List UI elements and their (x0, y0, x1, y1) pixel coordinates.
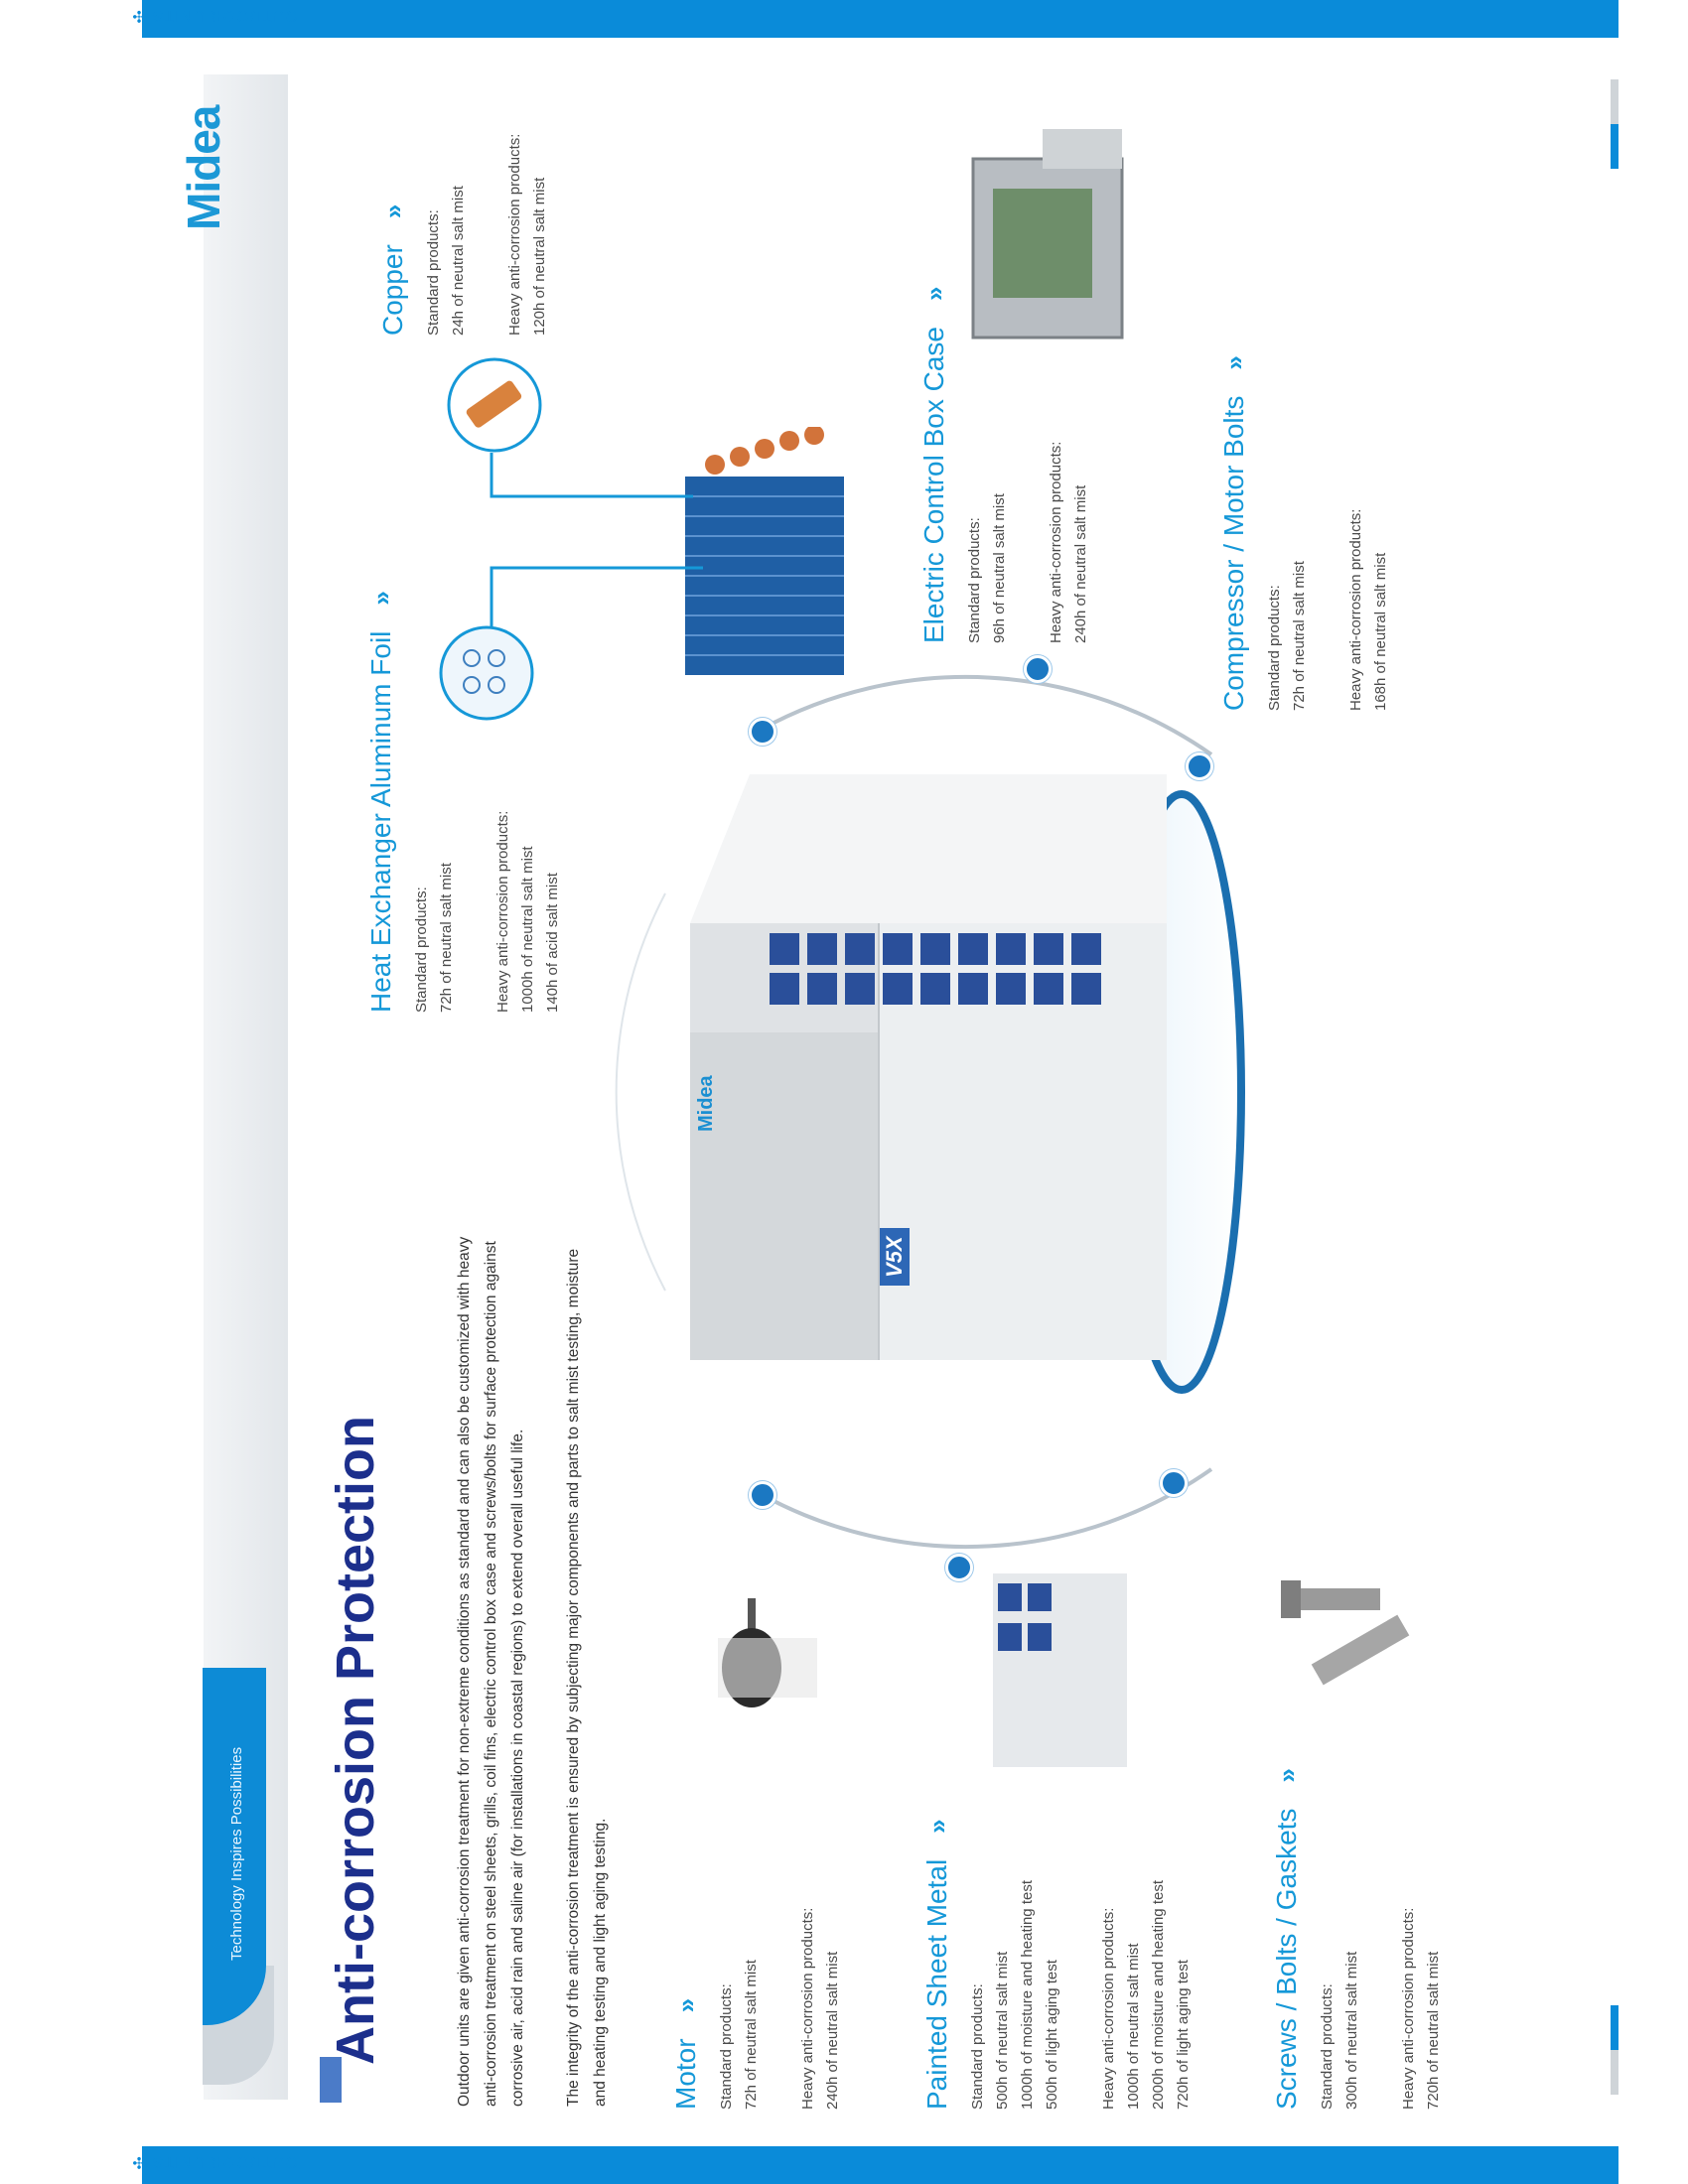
chevron-icon: » (671, 1997, 701, 2013)
section-title: Motor» (670, 1997, 701, 2110)
edge-mark-blue (1611, 124, 1618, 169)
unit-logo: Midea (695, 1075, 717, 1132)
section-copper: Copper» Standard products: 24h of neutral salt mist Heavy anti-corrosion products: 120h of neutral salt mist (377, 133, 548, 336)
intro-paragraph: The integrity of the anti-corrosion treatment is ensured by subjecting major components and parts to salt mist testing, moisture and heating testing and light aging testing. (565, 1248, 609, 2107)
copper-callout (437, 357, 705, 516)
section-motor: Motor» Standard products: 72h of neutral salt mist Heavy anti-corrosion products: 240h of neutral salt mist (670, 1907, 841, 2110)
section-painted-sheet-metal: Painted Sheet Metal» Standard products: 500h of neutral salt mist 1000h of moisture and heating test 500h of light aging test Heavy anti-corrosion products: 1000h of neutral salt mist 2000h of moisture and heating test 720h of light aging test (921, 1819, 1192, 2110)
section-title: Heat Exchanger Aluminum Foil» (365, 591, 396, 1013)
midea-logo: Midea (178, 105, 229, 230)
section-title: Compressor / Motor Bolts» (1218, 355, 1249, 711)
marker-dot (1024, 655, 1052, 683)
marker-dot (749, 1481, 776, 1509)
sheet-metal-image (993, 1573, 1127, 1767)
intro-paragraph: Outdoor units are given anti-corrosion treatment for non-extreme conditions as standard and can also be customized with heavy anti-corrosion treatment on steel sheets, grills, coil fins, electric control box case and screws/bolts for surface protection against corrosive air, acid rain and saline air (for installations in coastal regions) to extend overall useful life. (456, 1236, 526, 2107)
top-band (142, 0, 1618, 38)
marker-dot (1160, 1469, 1188, 1497)
outdoor-unit-image (670, 774, 1316, 1410)
bolts-image (1271, 1559, 1430, 1698)
unit-badge: V5X (880, 1228, 910, 1286)
marker-dot (945, 1554, 973, 1581)
section-compressor-bolts: Compressor / Motor Bolts» Standard products: 72h of neutral salt mist Heavy anti-corrosion products: 168h of neutral salt mist (1218, 355, 1389, 711)
fan-icon: ✣ (131, 7, 146, 24)
page-title: Anti-corrosion Protection (326, 1415, 385, 2065)
bottom-band (142, 2146, 1618, 2184)
edge-mark-blue (1611, 2005, 1618, 2050)
fan-icon: ✣ (131, 2153, 146, 2170)
section-title: Screws / Bolts / Gaskets» (1271, 1768, 1302, 2110)
chevron-icon: » (378, 204, 408, 219)
section-control-box: Electric Control Box Case» Standard products: 96h of neutral salt mist Heavy anti-corrosion products: 240h of neutral salt mist (918, 286, 1089, 643)
chevron-icon: » (922, 1819, 952, 1834)
marker-dot (749, 718, 776, 746)
chevron-icon: » (1272, 1768, 1302, 1783)
section-aluminum-foil: Heat Exchanger Aluminum Foil» Standard products: 72h of neutral salt mist Heavy anti-corrosion products: 1000h of neutral salt mist 140h of acid salt mist (365, 591, 561, 1013)
section-title: Copper» (377, 204, 408, 336)
footer-section-label: OUTDOOR UNITS✣ (131, 2153, 298, 2170)
fan-grille (770, 933, 1127, 1013)
tagline: Technology Inspires Possibilities (228, 1746, 245, 1961)
section-title: Electric Control Box Case» (918, 286, 949, 643)
chevron-icon: » (1219, 355, 1249, 370)
chevron-icon: » (366, 591, 396, 606)
chevron-icon: » (919, 286, 949, 301)
section-title: Painted Sheet Metal» (921, 1819, 952, 2110)
motor-image (700, 1598, 819, 1737)
section-screws-bolts: Screws / Bolts / Gaskets» Standard products: 300h of neutral salt mist Heavy anti-corrosion products: 720h of neutral salt mist (1271, 1768, 1442, 2110)
header-section-label: OUTDOOR UNITS✣ (131, 7, 298, 24)
